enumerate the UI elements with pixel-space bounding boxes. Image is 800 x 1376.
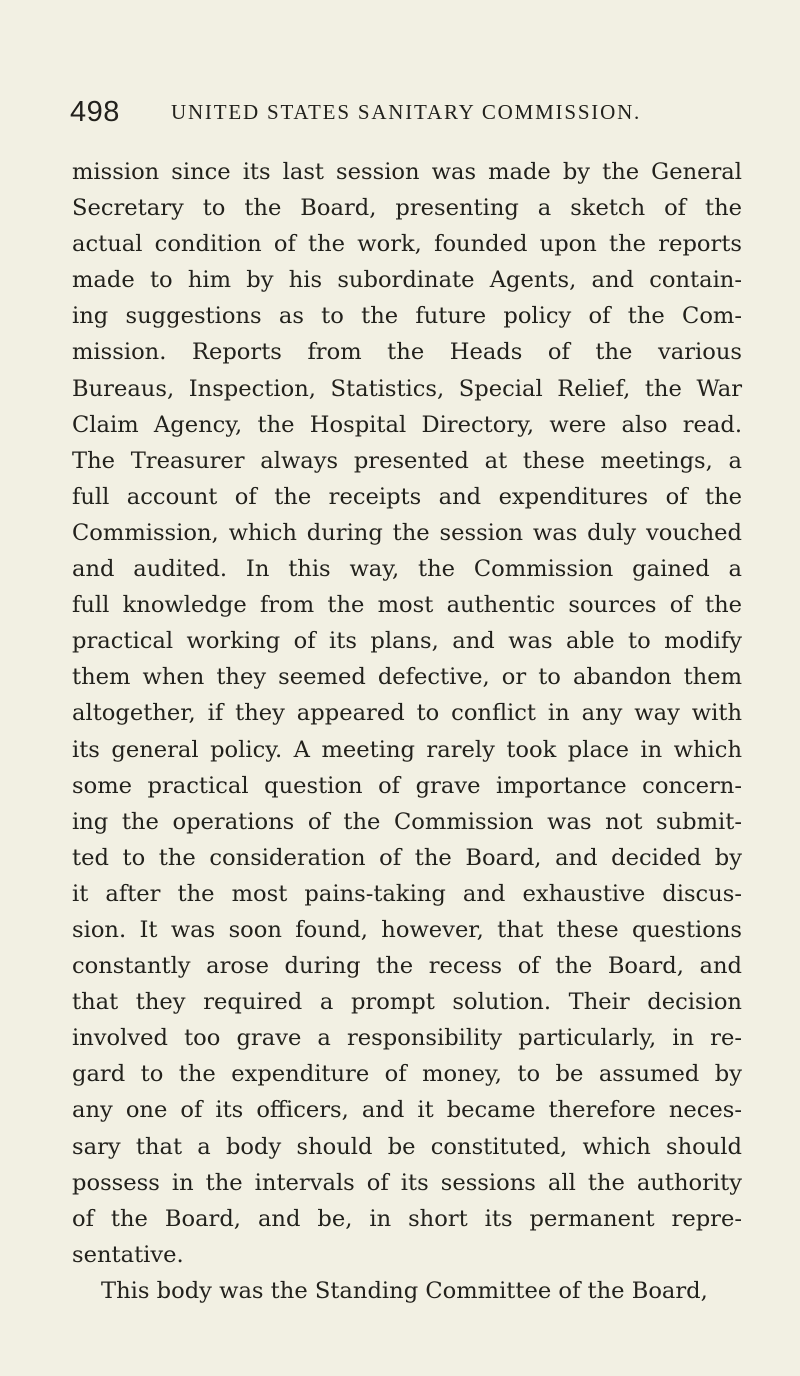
text-line: mission. Reports from the Heads of the various bbox=[72, 339, 742, 366]
text-line: and audited. In this way, the Commission gained a bbox=[72, 556, 742, 583]
text-line: involved too grave a responsibility particularly, in re- bbox=[72, 1025, 742, 1052]
page-number: 498 bbox=[70, 96, 120, 128]
text-line: The Treasurer always presented at these meetings, a bbox=[72, 447, 742, 474]
text-line: possess in the intervals of its sessions all the authority bbox=[72, 1169, 742, 1196]
text-line: of the Board, and be, in short its permanent repre- bbox=[72, 1205, 742, 1232]
text-line: full knowledge from the most authentic sources of the bbox=[72, 592, 742, 619]
text-line: ing suggestions as to the future policy of the Com- bbox=[72, 303, 742, 330]
text-line: that they required a prompt solution. Their decision bbox=[72, 989, 742, 1016]
body-text bbox=[72, 154, 742, 1309]
text-line: constantly arose during the recess of the Board, and bbox=[72, 953, 742, 980]
text-line: ing the operations of the Commission was not submit- bbox=[72, 808, 742, 835]
paragraph-end-line: sentative. bbox=[72, 1241, 184, 1268]
text-line: Commission, which during the session was duly vouched bbox=[72, 519, 742, 546]
text-line: gard to the expenditure of money, to be assumed by bbox=[72, 1061, 742, 1088]
text-line: altogether, if they appeared to conflict in any way with bbox=[72, 700, 742, 727]
page-header bbox=[70, 94, 770, 130]
text-line: Bureaus, Inspection, Statistics, Special Relief, the War bbox=[72, 375, 742, 402]
text-line: some practical question of grave importance concern- bbox=[72, 772, 742, 799]
text-line: Claim Agency, the Hospital Directory, were also read. bbox=[72, 411, 742, 438]
text-line: mission since its last session was made by the General bbox=[72, 159, 742, 185]
paragraph-start-line: This body was the Standing Committee of the Board, bbox=[101, 1277, 708, 1304]
text-line: practical working of its plans, and was able to modify bbox=[72, 628, 742, 655]
text-line: full account of the receipts and expenditures of the bbox=[72, 483, 742, 510]
running-head: UNITED STATES SANITARY COMMISSION. bbox=[171, 100, 642, 124]
text-line: sary that a body should be constituted, which should bbox=[72, 1133, 742, 1160]
text-line: them when they seemed defective, or to abandon them bbox=[72, 664, 742, 691]
text-line: it after the most pains-taking and exhaustive discus- bbox=[72, 880, 742, 907]
text-line: its general policy. A meeting rarely took place in which bbox=[72, 736, 742, 763]
text-line: ted to the consideration of the Board, and decided by bbox=[72, 844, 742, 871]
text-line: Secretary to the Board, presenting a sketch of the bbox=[72, 195, 742, 222]
text-line: sion. It was soon found, however, that these questions bbox=[72, 916, 742, 943]
text-line: made to him by his subordinate Agents, and contain- bbox=[72, 267, 742, 294]
text-line: any one of its officers, and it became therefore neces- bbox=[72, 1097, 742, 1124]
text-line: actual condition of the work, founded upon the reports bbox=[72, 231, 742, 258]
